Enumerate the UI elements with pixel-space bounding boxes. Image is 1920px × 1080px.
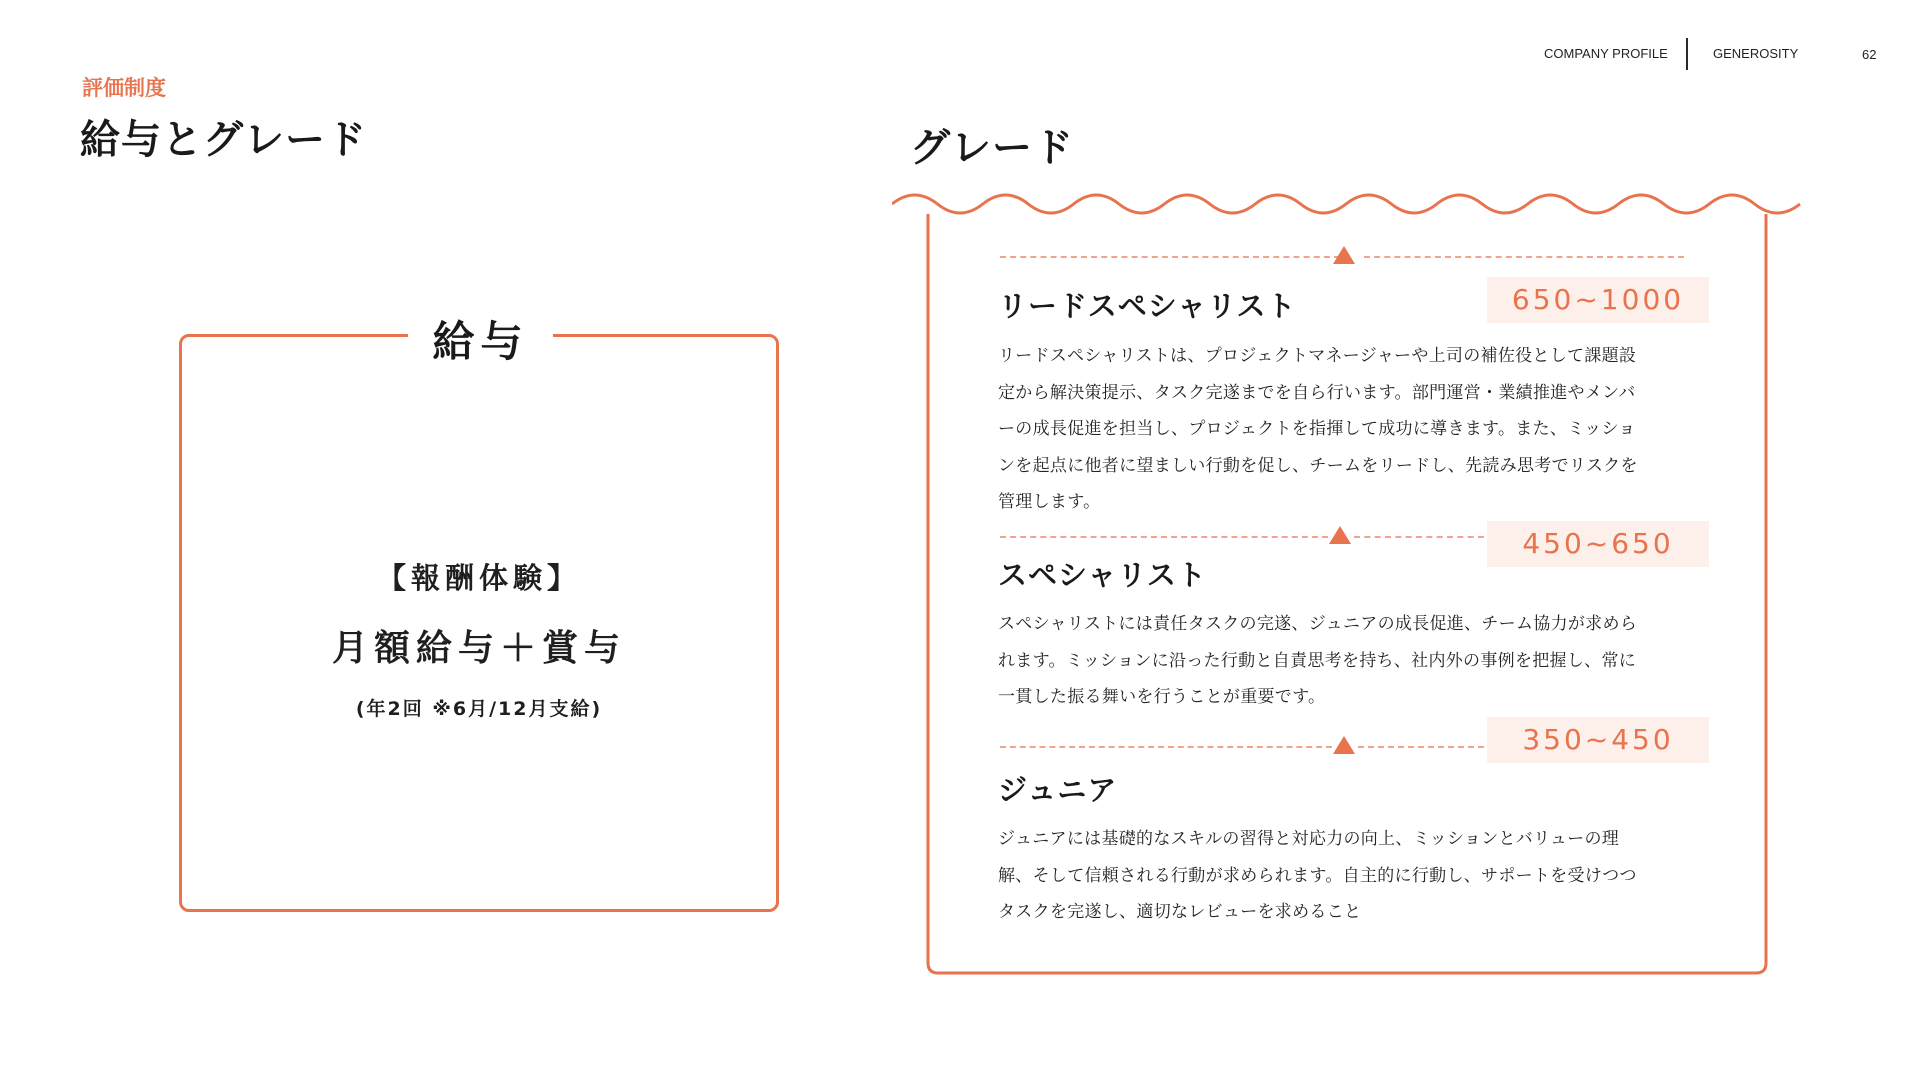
grade-desc-junior: [998, 821, 1698, 931]
grade-range-specialist: 450~650: [1487, 521, 1709, 567]
grade-divider-right: [1364, 256, 1684, 258]
desc-line: タスクを完遂し、適切なレビューを求めること: [998, 902, 1362, 922]
desc-line: 管理します。: [998, 492, 1101, 512]
desc-line: ーの成長促進を担当し、プロジェクトを指揮して成功に導きます。また、ミッショ: [998, 419, 1636, 439]
grade-desc-lead-specialist: [998, 338, 1698, 521]
desc-line: リードスペシャリストは、プロジェクトマネージャーや上司の補佐役として課題設: [998, 346, 1637, 366]
header-divider: [1686, 38, 1688, 70]
page-number: 62: [1862, 47, 1877, 62]
desc-line: スペシャリストには責任タスクの完遂、ジュニアの成長促進、チーム協力が求めら: [998, 614, 1638, 634]
grade-frame-wave: [892, 195, 1800, 213]
grade-up-arrow-icon: [1329, 526, 1351, 544]
desc-line: 定から解決策提示、タスク完遂までを自ら行います。部門運営・業績推進やメンバ: [998, 382, 1636, 403]
salary-title: 給与: [408, 310, 553, 374]
grade-divider-right: [1354, 536, 1484, 538]
header-company-profile[interactable]: COMPANY PROFILE: [1544, 46, 1668, 61]
section-label: 評価制度: [82, 76, 166, 100]
grade-divider-left: [1000, 746, 1332, 748]
salary-composition: 月額給与＋賞与: [331, 628, 626, 669]
grade-heading: グレード: [910, 125, 1074, 171]
header-generosity[interactable]: GENEROSITY: [1713, 46, 1799, 61]
desc-line: ジュニアには基礎的なスキルの習得と対応力の向上、ミッションとバリューの理: [998, 829, 1620, 849]
grade-desc-specialist: [998, 606, 1698, 716]
grade-range-lead-specialist: 650~1000: [1487, 277, 1709, 323]
desc-line: れます。ミッションに沿った行動と自責思考を持ち、社内外の事例を把握し、常に: [998, 650, 1637, 671]
grade-divider-left: [1000, 536, 1328, 538]
grade-name-lead-specialist: リードスペシャリスト: [998, 289, 1297, 323]
grade-up-arrow-icon: [1333, 736, 1355, 754]
grade-name-specialist: スペシャリスト: [998, 558, 1207, 592]
salary-bonus-note: (年2回 ※6月/12月支給): [355, 698, 603, 720]
page-title: 給与とグレード: [80, 117, 367, 163]
grade-up-arrow-icon: [1333, 246, 1355, 264]
grade-range-junior: 350~450: [1487, 717, 1709, 763]
desc-line: ンを起点に他者に望ましい行動を促し、チームをリードし、先読み思考でリスクを: [998, 455, 1638, 476]
desc-line: 解、そして信頼される行動が求められます。自主的に行動し、サポートを受けつつ: [998, 865, 1637, 886]
desc-line: 一貫した振る舞いを行うことが重要です。: [998, 687, 1326, 707]
grade-name-junior: ジュニア: [998, 773, 1118, 807]
salary-compensation-label: 【報酬体験】: [376, 561, 581, 595]
grade-divider-left: [1000, 256, 1340, 258]
grade-divider-right: [1358, 746, 1484, 748]
